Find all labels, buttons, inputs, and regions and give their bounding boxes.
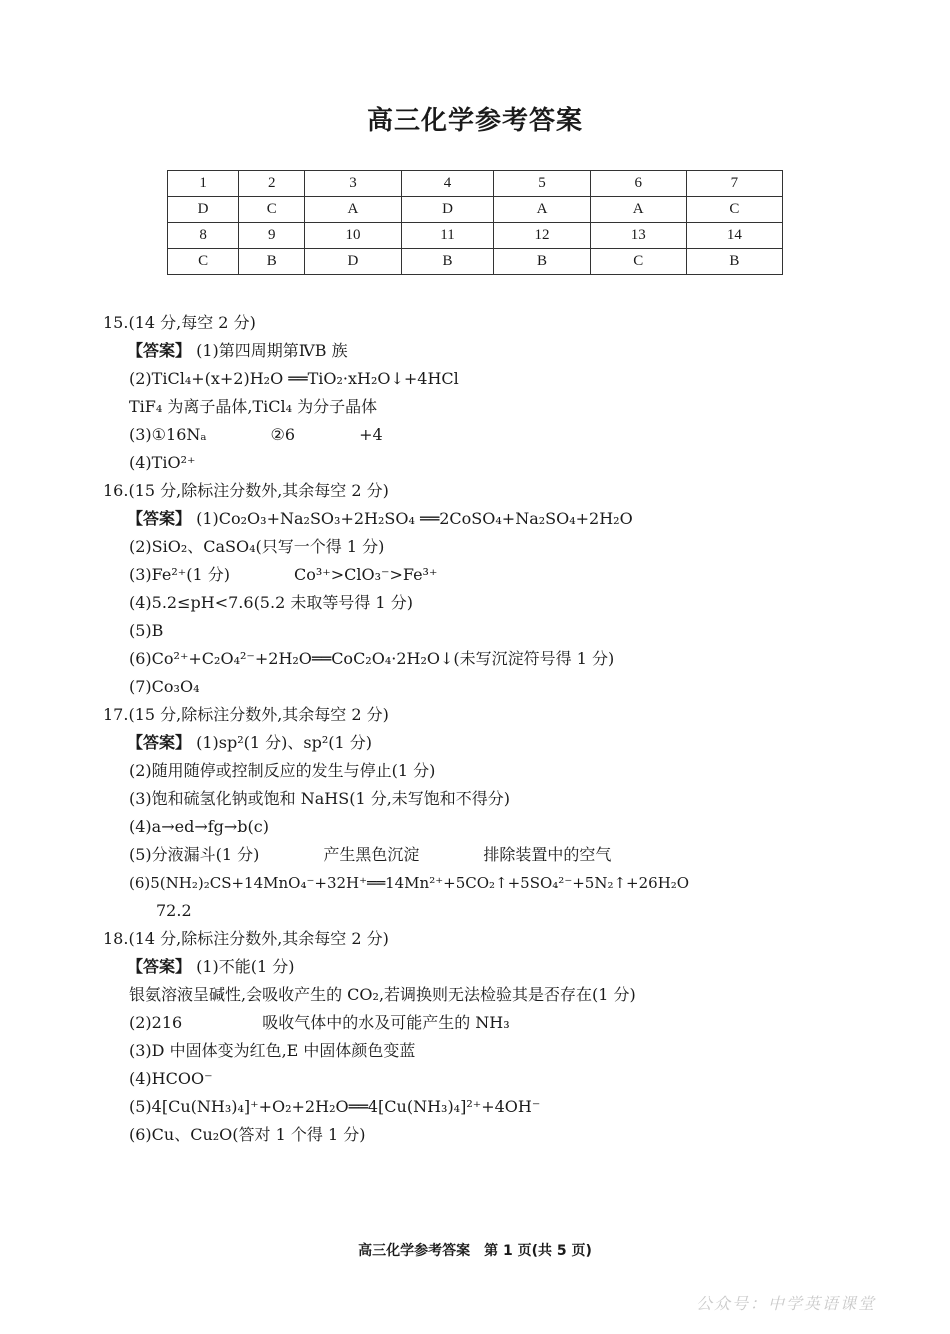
answer-table: [167, 170, 783, 275]
table-row: [168, 171, 783, 197]
table-cell: 7: [686, 171, 782, 197]
table-cell: B: [401, 249, 494, 275]
watermark: 公众号：中学英语课堂: [696, 1294, 877, 1313]
table-cell: C: [239, 197, 305, 223]
answer-line: (6)Co²⁺+C₂O₄²⁻+2H₂O══CoC₂O₄·2H₂O↓(未写沉淀符号得 1 分): [129, 649, 615, 668]
answer-line: TiF₄ 为离子晶体,TiCl₄ 为分子晶体: [129, 397, 378, 416]
answer-line: (5)B: [129, 621, 164, 640]
table-cell: C: [168, 249, 239, 275]
table-row: [168, 223, 783, 249]
answer-marker: 【答案】: [127, 957, 192, 976]
table-cell: D: [168, 197, 239, 223]
table-cell: 13: [590, 223, 686, 249]
answer-line: (3)Fe²⁺(1 分) Co³⁺>ClO₃⁻>Fe³⁺: [129, 565, 438, 584]
table-cell: 5: [494, 171, 590, 197]
table-cell: D: [305, 249, 401, 275]
table-cell: 10: [305, 223, 401, 249]
answer-line: 【答案】 (1)sp²(1 分)、sp²(1 分): [127, 733, 373, 752]
table-cell: 3: [305, 171, 401, 197]
answer-line: (5)4[Cu(NH₃)₄]⁺+O₂+2H₂O══4[Cu(NH₃)₄]²⁺+4OH⁻: [129, 1097, 541, 1116]
answer-line: (2)SiO₂、CaSO₄(只写一个得 1 分): [129, 537, 385, 556]
answer-line: 【答案】 (1)Co₂O₃+Na₂SO₃+2H₂SO₄ ══2CoSO₄+Na₂SO₄+2H₂O: [127, 509, 633, 528]
page-footer: 高三化学参考答案 第 1 页(共 5 页): [358, 1243, 592, 1259]
question-15-header: 15.(14 分,每空 2 分): [103, 313, 256, 332]
answer-line: (4)TiO²⁺: [129, 453, 196, 472]
table-row: [168, 197, 783, 223]
table-cell: 9: [239, 223, 305, 249]
answer-line: (6)Cu、Cu₂O(答对 1 个得 1 分): [129, 1125, 366, 1144]
table-cell: A: [305, 197, 401, 223]
answer-line: (3)饱和硫氢化钠或饱和 NaHS(1 分,未写饱和不得分): [129, 789, 511, 808]
answer-marker: 【答案】: [127, 341, 192, 360]
table-cell: D: [401, 197, 494, 223]
table-cell: 8: [168, 223, 239, 249]
table-cell: C: [686, 197, 782, 223]
table-cell: B: [239, 249, 305, 275]
question-17-header: 17.(15 分,除标注分数外,其余每空 2 分): [103, 705, 389, 724]
answer-line: 【答案】 (1)不能(1 分): [127, 957, 295, 976]
answer-line: (6)5(NH₂)₂CS+14MnO₄⁻+32H⁺══14Mn²⁺+5CO₂↑+5SO₄²⁻+5N₂↑+26H₂O: [129, 874, 690, 892]
table-cell: 1: [168, 171, 239, 197]
answer-line: (7)Co₃O₄: [129, 677, 200, 696]
answer-line: (2)随用随停或控制反应的发生与停止(1 分): [129, 761, 436, 780]
table-cell: 11: [401, 223, 494, 249]
question-16-header: 16.(15 分,除标注分数外,其余每空 2 分): [103, 481, 389, 500]
answer-line: 银氨溶液呈碱性,会吸收产生的 CO₂,若调换则无法检验其是否存在(1 分): [129, 985, 636, 1004]
answer-line: (5)分液漏斗(1 分) 产生黑色沉淀 排除装置中的空气: [129, 845, 612, 864]
answer-line: (4)a→ed→fg→b(c): [129, 817, 269, 836]
page-title: 高三化学参考答案: [366, 106, 583, 136]
answer-line: 【答案】 (1)第四周期第ⅣB 族: [127, 341, 348, 360]
answer-line: 72.2: [156, 901, 192, 920]
table-cell: 12: [494, 223, 590, 249]
answer-marker: 【答案】: [127, 509, 192, 528]
answer-line: (3)①16Nₐ ②6 +4: [129, 425, 383, 444]
table-cell: B: [494, 249, 590, 275]
answer-line: (3)D 中固体变为红色,E 中固体颜色变蓝: [129, 1041, 416, 1060]
table-cell: 2: [239, 171, 305, 197]
answer-line: (2)216 吸收气体中的水及可能产生的 NH₃: [129, 1013, 510, 1032]
table-cell: C: [590, 249, 686, 275]
answer-line: (4)5.2≤pH<7.6(5.2 未取等号得 1 分): [129, 593, 413, 612]
answer-marker: 【答案】: [127, 733, 192, 752]
table-row: [168, 249, 783, 275]
table-cell: B: [686, 249, 782, 275]
answer-line: (4)HCOO⁻: [129, 1069, 213, 1088]
table-cell: A: [590, 197, 686, 223]
table-cell: 4: [401, 171, 494, 197]
table-cell: 14: [686, 223, 782, 249]
table-cell: 6: [590, 171, 686, 197]
answer-line: (2)TiCl₄+(x+2)H₂O ══TiO₂·xH₂O↓+4HCl: [129, 369, 459, 388]
question-18-header: 18.(14 分,除标注分数外,其余每空 2 分): [103, 929, 389, 948]
table-cell: A: [494, 197, 590, 223]
